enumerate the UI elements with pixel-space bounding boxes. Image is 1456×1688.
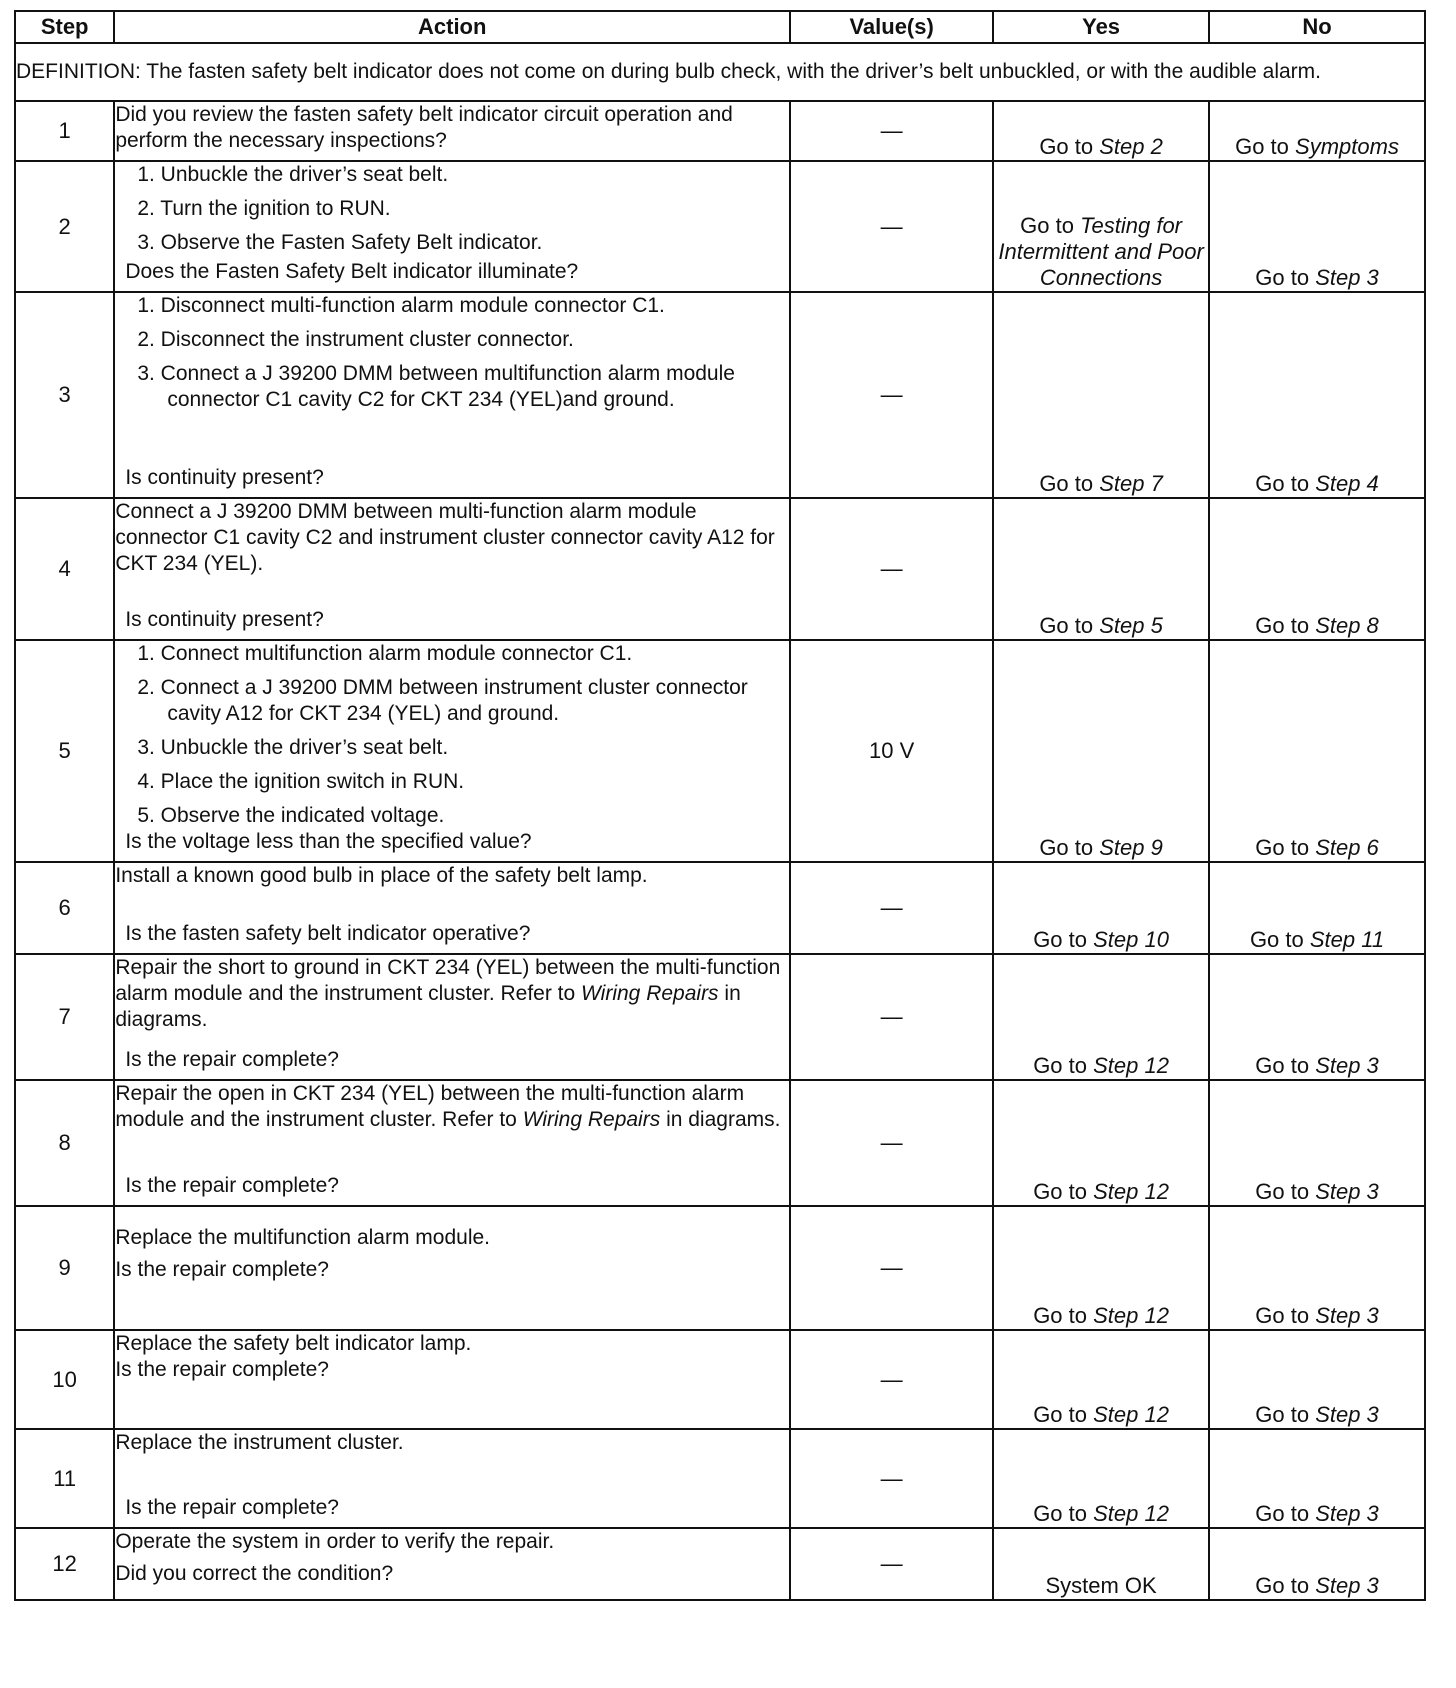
action-step: 1. Disconnect multi-function alarm module connector C1. — [137, 294, 665, 317]
step-number: 6 — [15, 862, 114, 954]
action-question: Is the fasten safety belt indicator operative? — [125, 922, 531, 945]
yes-cell — [993, 1206, 1209, 1330]
no-target: Step 3 — [1315, 1402, 1379, 1427]
go-to-label: Go to — [1033, 1053, 1087, 1078]
yes-target: Step 9 — [1099, 835, 1163, 860]
header-step: Step — [15, 11, 114, 43]
action-text: Repair the open in CKT 234 (YEL) between the multi-function alarm module and the instrument cluster. Refer to — [115, 1082, 745, 1131]
go-to-label: Go to — [1033, 1179, 1087, 1204]
action-cell — [114, 1330, 790, 1429]
no-target: Step 3 — [1315, 1053, 1379, 1078]
step-number: 2 — [15, 161, 114, 292]
table-row — [15, 1429, 1425, 1528]
no-target: Step 8 — [1315, 613, 1379, 638]
yes-target: Step 7 — [1099, 471, 1163, 496]
go-to-label: Go to — [1255, 471, 1310, 496]
value-cell: — — [790, 101, 993, 161]
no-cell — [1209, 640, 1425, 862]
table-row — [15, 1080, 1425, 1206]
value-cell: — — [790, 1330, 993, 1429]
table-row — [15, 161, 1425, 292]
no-target: Step 3 — [1315, 1501, 1379, 1526]
action-question: Is the repair complete? — [125, 1174, 339, 1197]
no-cell — [1209, 1429, 1425, 1528]
no-cell — [1209, 1206, 1425, 1330]
definition-row — [15, 43, 1425, 101]
step-number: 9 — [15, 1206, 114, 1330]
action-text: Operate the system in order to verify the repair. — [115, 1530, 555, 1553]
table-row — [15, 292, 1425, 498]
yes-target: Step 12 — [1093, 1303, 1169, 1328]
yes-target: Step 5 — [1099, 613, 1163, 638]
go-to-label: Go to — [1033, 927, 1087, 952]
table-row — [15, 1330, 1425, 1429]
action-question: Is the repair complete? — [125, 1496, 339, 1519]
yes-cell — [993, 161, 1209, 292]
go-to-label: Go to — [1255, 1303, 1310, 1328]
action-question: Is continuity present? — [125, 608, 324, 631]
action-step: 3. Observe the Fasten Safety Belt indicator. — [137, 231, 543, 254]
go-to-label: Go to — [1255, 613, 1310, 638]
action-text: Replace the instrument cluster. — [115, 1431, 404, 1454]
table-row — [15, 1528, 1425, 1600]
action-text: Replace the safety belt indicator lamp. — [115, 1332, 472, 1355]
go-to-label: Go to — [1033, 1402, 1087, 1427]
action-step: 5. Observe the indicated voltage. — [137, 804, 445, 827]
action-cell — [114, 640, 790, 862]
action-question: Is the repair complete? — [115, 1258, 329, 1281]
table-row — [15, 498, 1425, 640]
yes-cell — [993, 1080, 1209, 1206]
yes-target: Step 10 — [1093, 927, 1169, 952]
wiring-repairs-ref: Wiring Repairs — [581, 982, 719, 1005]
value-cell: — — [790, 161, 993, 292]
action-text-tail: in diagrams. — [666, 1108, 781, 1131]
value-cell: — — [790, 1429, 993, 1528]
action-cell — [114, 954, 790, 1080]
yes-target: Step 12 — [1093, 1179, 1169, 1204]
yes-cell — [993, 1429, 1209, 1528]
action-question: Is the voltage less than the specified value? — [125, 830, 532, 853]
go-to-label: Go to — [1033, 1303, 1087, 1328]
yes-cell — [993, 862, 1209, 954]
action-step: 3. Unbuckle the driver’s seat belt. — [137, 736, 449, 759]
go-to-label: Go to — [1235, 134, 1289, 159]
value-cell: 10 V — [790, 640, 993, 862]
action-step: 1. Unbuckle the driver’s seat belt. — [137, 163, 449, 186]
value-cell: — — [790, 1080, 993, 1206]
action-text: Replace the multifunction alarm module. — [115, 1226, 491, 1249]
action-text: Did you review the fasten safety belt indicator circuit operation and perform the necessary inspections? — [115, 103, 733, 152]
go-to-label: Go to — [1039, 835, 1094, 860]
action-question: Is continuity present? — [125, 466, 324, 489]
go-to-label: Go to — [1249, 927, 1304, 952]
value-cell: — — [790, 954, 993, 1080]
no-target: Symptoms — [1295, 134, 1399, 159]
action-question: Is the repair complete? — [125, 1048, 339, 1071]
no-target: Step 3 — [1315, 265, 1379, 290]
header-row — [15, 11, 1425, 43]
action-steps — [115, 641, 789, 829]
yes-target: Step 12 — [1093, 1053, 1169, 1078]
step-number: 10 — [15, 1330, 114, 1429]
action-question: Did you correct the condition? — [115, 1562, 394, 1585]
go-to-label: Go to — [1039, 134, 1094, 159]
no-target: Step 3 — [1315, 1179, 1379, 1204]
go-to-label: Go to — [1255, 1501, 1310, 1526]
action-steps — [115, 293, 789, 413]
diagnostic-table — [14, 10, 1426, 1601]
yes-target: Step 2 — [1099, 134, 1163, 159]
action-step: 1. Connect multifunction alarm module connector C1. — [137, 642, 633, 665]
action-text: Repair the short to ground in CKT 234 (YEL) between the multi-function alarm module and the instrument cluster. Refer to — [115, 956, 781, 1005]
header-values: Value(s) — [790, 11, 993, 43]
no-cell — [1209, 498, 1425, 640]
no-target: Step 4 — [1315, 471, 1379, 496]
action-step: 2. Turn the ignition to RUN. — [137, 197, 391, 220]
no-cell — [1209, 101, 1425, 161]
table-row — [15, 101, 1425, 161]
action-cell — [114, 1206, 790, 1330]
action-step: 2. Disconnect the instrument cluster connector. — [137, 328, 574, 351]
action-step: 4. Place the ignition switch in RUN. — [137, 770, 465, 793]
go-to-label: Go to — [1033, 1501, 1087, 1526]
go-to-label: Go to — [1255, 1402, 1310, 1427]
value-cell: — — [790, 498, 993, 640]
value-cell: — — [790, 292, 993, 498]
no-cell — [1209, 292, 1425, 498]
yes-cell — [993, 640, 1209, 862]
yes-cell — [993, 954, 1209, 1080]
go-to-label: Go to — [1020, 213, 1074, 238]
step-number: 3 — [15, 292, 114, 498]
header-no: No — [1209, 11, 1425, 43]
value-cell: — — [790, 1528, 993, 1600]
no-cell — [1209, 1330, 1425, 1429]
step-number: 1 — [15, 101, 114, 161]
action-cell — [114, 1429, 790, 1528]
action-question: Does the Fasten Safety Belt indicator illuminate? — [125, 260, 579, 283]
action-text: Install a known good bulb in place of the safety belt lamp. — [115, 864, 648, 887]
go-to-label: Go to — [1039, 471, 1094, 496]
action-cell — [114, 1080, 790, 1206]
no-cell — [1209, 1528, 1425, 1600]
action-step: 2. Connect a J 39200 DMM between instrument cluster connector cavity A12 for CKT 234 (YEL) and ground. — [137, 676, 748, 725]
action-text: Connect a J 39200 DMM between multi-function alarm module connector C1 cavity C2 and instrument cluster connector cavity A12 for CKT 234 (YEL). — [115, 500, 775, 575]
yes-cell — [993, 498, 1209, 640]
go-to-label: Go to — [1255, 835, 1310, 860]
action-cell — [114, 101, 790, 161]
yes-cell — [993, 1528, 1209, 1600]
no-target: Step 11 — [1309, 927, 1385, 952]
action-question: Is the repair complete? — [115, 1358, 329, 1381]
value-cell: — — [790, 1206, 993, 1330]
action-step: 3. Connect a J 39200 DMM between multifunction alarm module connector C1 cavity C2 for CKT 234 (YEL)and ground. — [137, 362, 735, 411]
no-cell — [1209, 1080, 1425, 1206]
go-to-label: Go to — [1255, 1573, 1310, 1598]
yes-cell — [993, 101, 1209, 161]
no-cell — [1209, 954, 1425, 1080]
yes-target: Testing for Intermittent and Poor Connections — [998, 213, 1204, 290]
yes-result: System OK — [1045, 1573, 1157, 1598]
step-number: 12 — [15, 1528, 114, 1600]
go-to-label: Go to — [1039, 613, 1094, 638]
yes-target: Step 12 — [1093, 1402, 1169, 1427]
table-row — [15, 862, 1425, 954]
step-number: 8 — [15, 1080, 114, 1206]
yes-cell — [993, 1330, 1209, 1429]
wiring-repairs-ref: Wiring Repairs — [522, 1108, 661, 1131]
yes-target: Step 12 — [1093, 1501, 1169, 1526]
no-target: Step 3 — [1315, 1573, 1379, 1598]
action-cell — [114, 862, 790, 954]
go-to-label: Go to — [1255, 1179, 1310, 1204]
no-target: Step 3 — [1315, 1303, 1379, 1328]
step-number: 4 — [15, 498, 114, 640]
action-cell — [114, 161, 790, 292]
no-cell — [1209, 862, 1425, 954]
no-cell — [1209, 161, 1425, 292]
table-row — [15, 954, 1425, 1080]
step-number: 11 — [15, 1429, 114, 1528]
step-number: 5 — [15, 640, 114, 862]
action-steps — [115, 162, 789, 256]
definition-text: DEFINITION: The fasten safety belt indicator does not come on during bulb check, with the driver’s belt unbuckled, or with the audible alarm. — [15, 43, 1425, 101]
no-target: Step 6 — [1315, 835, 1379, 860]
value-cell: — — [790, 862, 993, 954]
go-to-label: Go to — [1255, 265, 1310, 290]
header-yes: Yes — [993, 11, 1209, 43]
table-row — [15, 1206, 1425, 1330]
action-cell — [114, 498, 790, 640]
action-text-tail: in diagrams. — [115, 982, 741, 1031]
yes-cell — [993, 292, 1209, 498]
step-number: 7 — [15, 954, 114, 1080]
table-row — [15, 640, 1425, 862]
action-cell — [114, 292, 790, 498]
header-action: Action — [114, 11, 790, 43]
action-cell — [114, 1528, 790, 1600]
go-to-label: Go to — [1255, 1053, 1310, 1078]
